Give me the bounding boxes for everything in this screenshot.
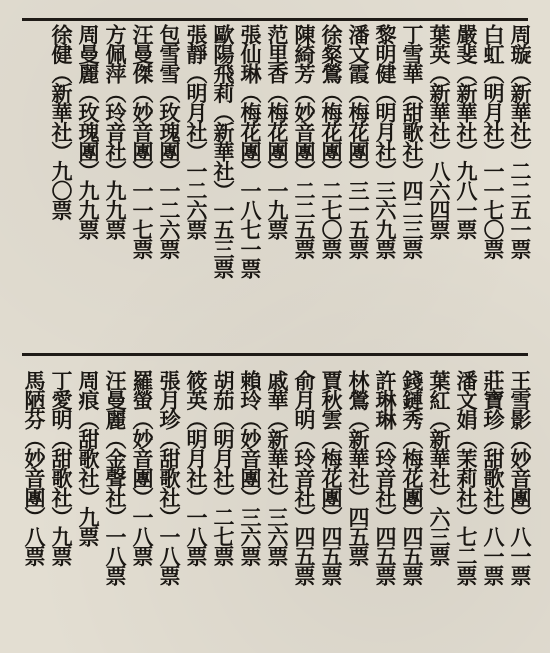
top-rule	[22, 18, 528, 21]
vote-entry: 林鶯（新華社）四五票	[346, 370, 371, 565]
vote-entry: 黎明健（明月社）三六九票	[373, 24, 398, 258]
vote-entry: 俞月明（玲音社）四五票	[292, 370, 317, 585]
vote-entry: 葉英（新華社）八六四票	[427, 24, 452, 239]
vote-entry: 方佩萍（玲音社）九九票	[103, 24, 128, 239]
vote-entry: 歐陽飛莉（新華社）一五三票	[211, 24, 236, 278]
vote-entry: 徐健（新華社）九〇票	[49, 24, 74, 219]
vote-entry: 嚴斐（新華社）九八一票	[454, 24, 479, 239]
vote-entry: 羅螢（妙音團）一八票	[130, 370, 155, 565]
vote-entry: 莊寶珍（甜歌社）八一票	[481, 370, 506, 585]
vote-entry: 周璇（新華社）二二五一票	[508, 24, 533, 258]
vote-entry: 張月珍（甜歌社）一八票	[157, 370, 182, 585]
vote-entry: 汪曼麗（金聲社）一八票	[103, 370, 128, 585]
vote-entry: 包雪雪（玫瑰團）一二六票	[157, 24, 182, 258]
vote-entry: 周痕（甜歌社）九票	[76, 370, 101, 546]
vote-entry: 潘文娟（茉莉社）七二票	[454, 370, 479, 585]
vote-entry: 馬陋芬（妙音團）八票	[22, 370, 47, 565]
vote-entry: 汪曼傑（妙音團）一一七票	[130, 24, 155, 258]
vote-entry: 筱英（明月社）一八票	[184, 370, 209, 565]
vote-entry: 丁愛明（甜歌社）九票	[49, 370, 74, 565]
vote-entry: 張仙琳（梅花團）一八七一票	[238, 24, 263, 278]
upper-vote-list	[8, 24, 534, 314]
vote-entry: 許琳琳（玲音社）四五票	[373, 370, 398, 585]
vote-entry: 胡茄（明月社）二七票	[211, 370, 236, 565]
vote-entry: 賈秋雲（梅花團）四五票	[319, 370, 344, 585]
vote-entry: 徐粲鶯（梅花團）二七〇票	[319, 24, 344, 258]
vote-entry: 潘文霞（梅花團）三一五票	[346, 24, 371, 258]
vote-entry: 張靜（明月社）一二六票	[184, 24, 209, 239]
middle-rule	[22, 353, 528, 356]
vote-entry: 范里香（梅花團）一九票	[265, 24, 290, 239]
vote-entry: 錢鏈秀（梅花團）四五票	[400, 370, 425, 585]
vote-entry: 陳綺芳（妙音團）二二五票	[292, 24, 317, 258]
vote-entry: 戚華（新華社）三六票	[265, 370, 290, 565]
vote-entry: 賴玲（妙音團）三六票	[238, 370, 263, 565]
vote-entry: 白虹（明月社）一一七〇票	[481, 24, 506, 258]
vote-entry: 王雪影（妙音團）八一票	[508, 370, 533, 585]
vote-entry: 葉紅（新華社）六三票	[427, 370, 452, 565]
vote-entry: 周曼麗（玫瑰團）九九票	[76, 24, 101, 239]
lower-vote-list	[8, 370, 534, 642]
vote-entry: 丁雪華（甜歌社）四二三票	[400, 24, 425, 258]
